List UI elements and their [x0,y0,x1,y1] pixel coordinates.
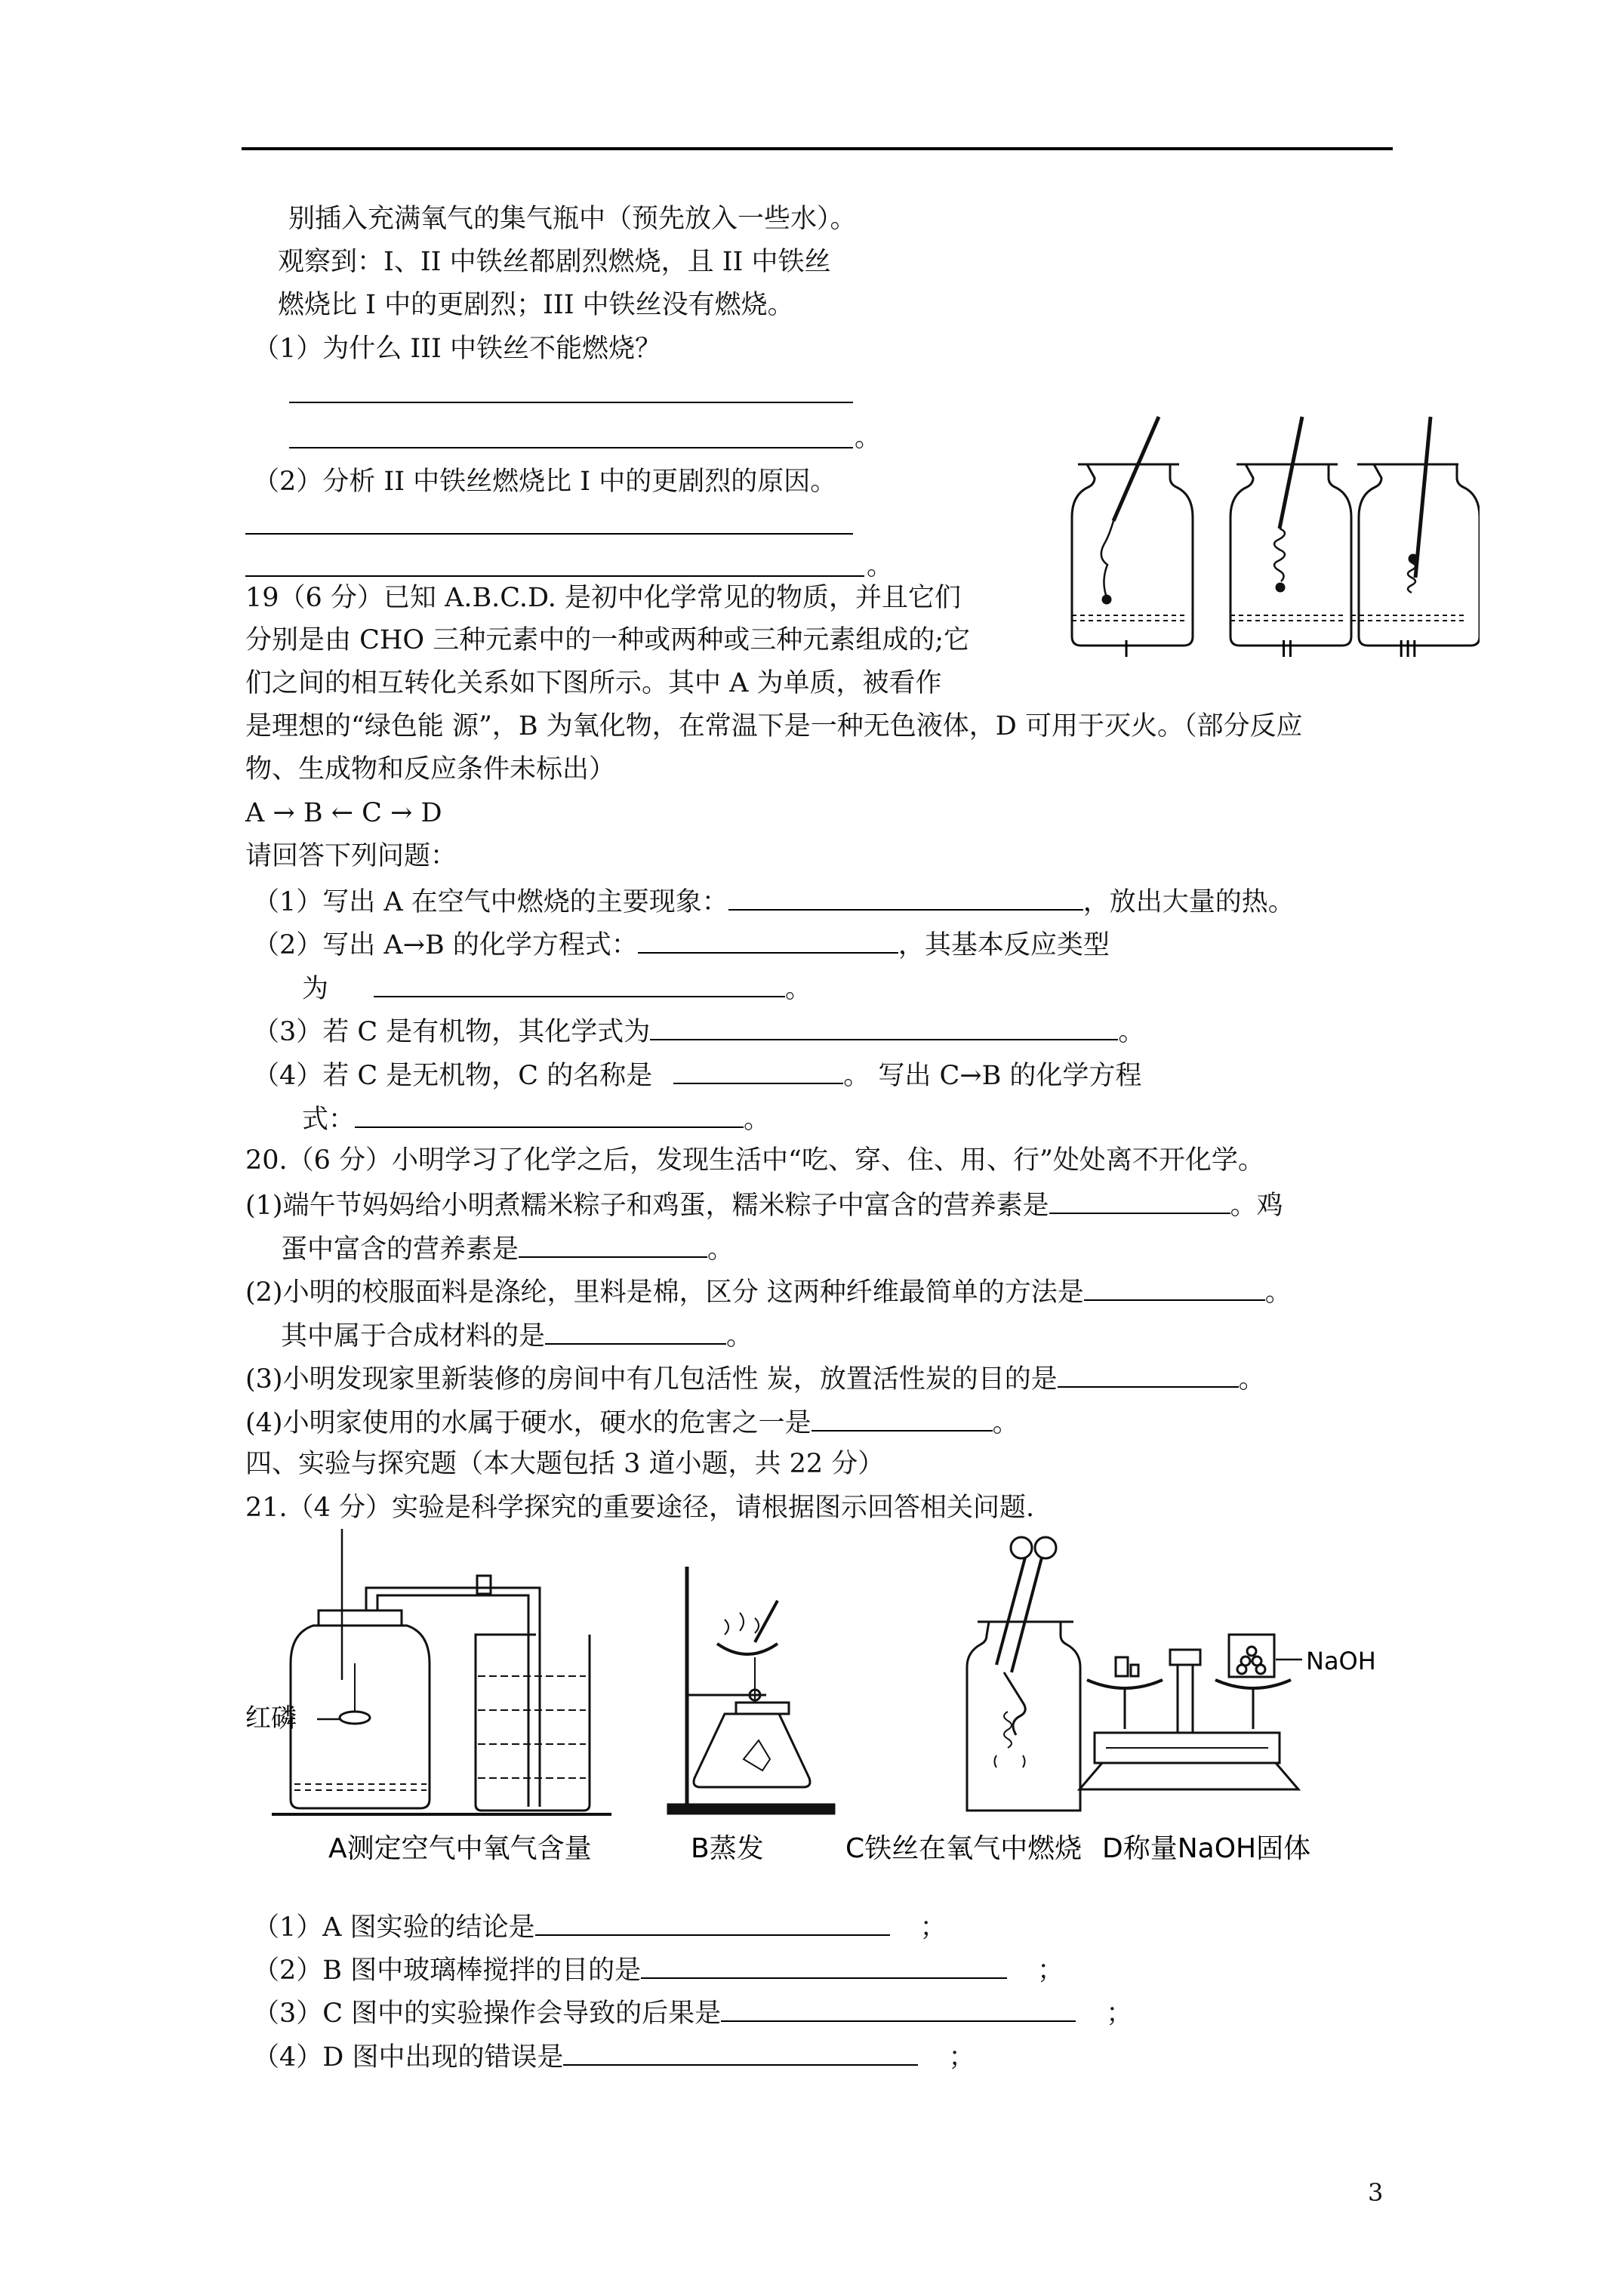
jar-label-iii: III [1397,636,1418,663]
q20-s4: (4)小明家使用的水属于硬水，硬水的危害之一是 。 [245,1404,1019,1440]
caption-b: B蒸发 [691,1833,764,1861]
jar-i [1072,417,1193,646]
jar-ii [1230,417,1351,646]
q19-line5: 物、生成物和反应条件未标出） [245,754,616,784]
jar-iii [1351,417,1480,646]
apparatus-b [668,1567,834,1814]
answer-line [245,575,864,577]
q18-sub2: （2）分析 II 中铁丝燃烧比 I 中的更剧烈的原因。 [253,467,837,497]
header-rule [242,147,1393,150]
answer-line [289,402,853,403]
q20-s2: (2)小明的校服面料是涤纶，里料是棉，区分 这两种纤维最简单的方法是 。 [245,1274,1292,1309]
q21-apparatus-figure [234,1529,1412,1861]
q19-s3: （3）若 C 是有机物，其化学式为 。 [253,1013,1144,1049]
iron-wire-jars-figure [1042,415,1480,672]
q20-line1: 20.（6 分）小明学习了化学之后，发现生活中“吃、穿、住、用、行”处处离不开化学。 [245,1145,1264,1176]
q21-s2: （2）B 图中玻璃棒搅拌的目的是 ； [253,1952,1064,1987]
jar-label-i: I [1123,636,1130,663]
q20-s2c: 其中属于合成材料的是 。 [281,1318,753,1353]
label-red-phosphorus: 红磷 [245,1703,297,1734]
caption-d: D称量NaOH固体 [1102,1833,1311,1861]
caption-a: A测定空气中氧气含量 [328,1833,592,1861]
q19-line3: 们之间的相互转化关系如下图所示。其中 A 为单质，被看作 [245,668,942,698]
q19-line2: 分别是由 CHO 三种元素中的一种或两种或三种元素组成的;它 [245,625,971,655]
q19-chain: A → B ← C → D [245,798,442,828]
page-number: 3 [1368,2178,1384,2207]
apparatus-d [1079,1635,1302,1789]
q19-s1: （1）写出 A 在空气中燃烧的主要现象： ，放出大量的热。 [253,883,1295,919]
caption-c: C铁丝在氧气中燃烧 [845,1833,1083,1861]
q21-intro: 21.（4 分）实验是科学探究的重要途径，请根据图示回答相关问题. [245,1493,1035,1523]
q19-s4c: 式： 。 [302,1101,770,1136]
apparatus-a [272,1529,611,1814]
q20-s3: (3)小明发现家里新装修的房间中有几包活性 炭，放置活性炭的目的是 。 [245,1361,1265,1396]
q19-line4: 是理想的“绿色能 源”，B 为氧化物，在常温下是一种无色液体，D 可用于灭火。（部分反应 [245,711,1303,741]
answer-line [289,447,853,448]
q18-line3: 燃烧比 I 中的更剧烈；III 中铁丝没有燃烧。 [278,290,794,320]
jar-label-ii: II [1280,636,1294,663]
q18-period: 。 [867,551,894,581]
q20-s1: (1)端午节妈妈给小明煮糯米粽子和鸡蛋，糯米粽子中富含的营养素是 。鸡 [245,1187,1283,1222]
q18-period: 。 [855,423,882,453]
label-naoh: NaOH [1306,1647,1376,1675]
q21-s3: （3）C 图中的实验操作会导致的后果是 ； [253,1995,1132,2030]
q20-s1c: 蛋中富含的营养素是 。 [281,1231,734,1266]
q19-line1: 19（6 分）已知 A.B.C.D. 是初中化学常见的物质，并且它们 [245,583,962,613]
answer-line [245,533,853,535]
q18-sub1: （1）为什么 III 中铁丝不能燃烧？ [253,334,661,364]
q19-s4: （4）若 C 是无机物，C 的名称是 。 写出 C→B 的化学方程 [253,1057,1141,1093]
q19-s2c: 为 。 [302,970,812,1006]
q19-prompt: 请回答下列问题： [245,841,457,871]
apparatus-c [967,1537,1080,1811]
q21-s4: （4）D 图中出现的错误是 ； [253,2039,975,2074]
section4-heading: 四、实验与探究题（本大题包括 3 道小题，共 22 分） [245,1449,885,1479]
q21-s1: （1）A 图实验的结论是 ； [253,1909,947,1944]
q18-line1: 别插入充满氧气的集气瓶中（预先放入一些水）。 [288,204,857,234]
q18-line2: 观察到：I、II 中铁丝都剧烈燃烧，且 II 中铁丝 [278,247,831,277]
q19-s2: （2）写出 A→B 的化学方程式： ，其基本反应类型 [253,926,1110,962]
